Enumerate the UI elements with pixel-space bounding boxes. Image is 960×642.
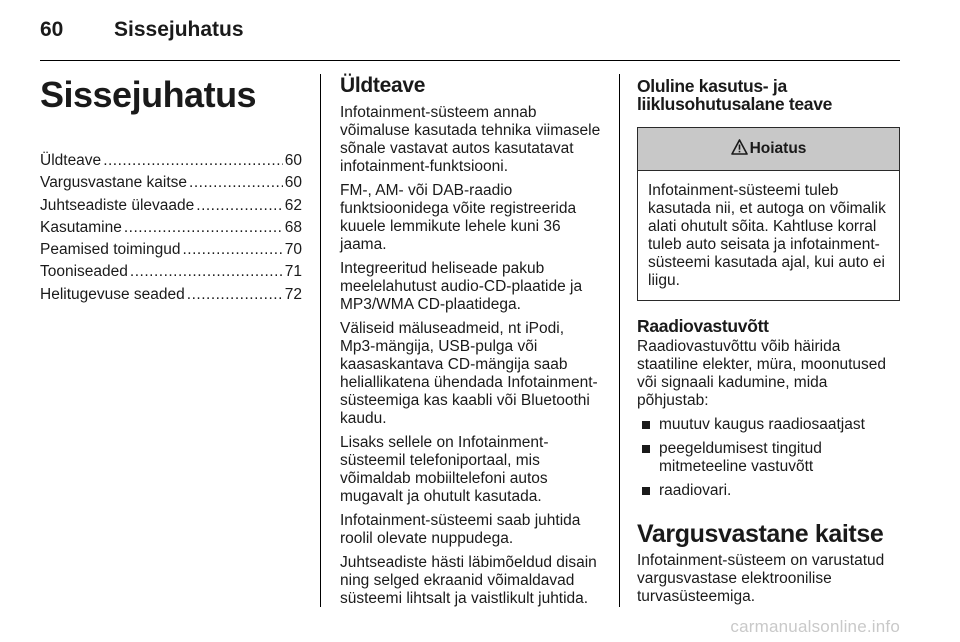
toc-leader [103, 150, 283, 172]
toc-label: Üldteave [40, 152, 102, 169]
column-divider [320, 74, 321, 607]
toc-page: 72 [284, 285, 302, 303]
bullet-list [637, 416, 900, 500]
toc-label: Juhtseadiste ülevaade [40, 196, 195, 214]
toc-page: 60 [284, 152, 302, 169]
toc-label: Tooniseaded [40, 263, 128, 281]
table-of-contents [40, 150, 302, 306]
list-item [637, 482, 900, 500]
list-item-text: raadiovari. [659, 482, 732, 499]
toc-label: Peamised toimingud [40, 241, 181, 259]
paragraph: Infotainment-süsteem on varustatud vargusvastase elektroonilise turvasüsteemiga. [637, 552, 885, 605]
toc-label: Helitugevuse seaded [40, 285, 185, 303]
chapter-title: Sissejuhatus [40, 74, 257, 115]
paragraph: FM-, AM- või DAB-raadio funktsioonidega võite registreerida kuuele lemmikute lehele kuni 36 jaama. [340, 182, 577, 253]
toc-leader [189, 172, 283, 194]
page-number: 60 [40, 18, 64, 41]
paragraph: Lisaks sellele on Infotainment-süsteemil telefoniportaal, mis võimaldab mobiiltelefoni autos mugavalt ja ohutult kasutada. [340, 434, 549, 505]
section-heading: Vargusvastane kaitse [637, 520, 884, 548]
section-heading: Raadiovastuvõtt [637, 316, 769, 336]
toc-leader [182, 239, 282, 261]
toc-entry[interactable] [40, 239, 302, 261]
paragraph: Infotainment-süsteemi saab juhtida roolil olevate nuppudega. [340, 512, 581, 547]
list-item [637, 440, 900, 476]
header-rule [40, 60, 900, 61]
toc-page: 71 [284, 263, 302, 281]
list-item-text: muutuv kaugus raadiosaatjast [659, 416, 865, 433]
heading-line: liiklusohutusalane teave [637, 94, 833, 114]
toc-page: 70 [284, 241, 302, 259]
list-item-text: peegeldumisest tingitud mitmeteeline vastuvõtt [659, 440, 822, 475]
paragraph: Infotainment-süsteem annab võimaluse kasutada tehnika viimasele sõnale vastavat autos kasutatavat infotainment-funktsiooni. [340, 104, 601, 175]
running-title: Sissejuhatus [114, 18, 244, 41]
toc-column [40, 74, 302, 306]
column-divider [619, 74, 620, 607]
general-info-column [340, 74, 603, 608]
paragraph: Väliseid mäluseadmeid, nt iPodi, Mp3-mängija, USB-pulga või kaasaskantava CD-mängija saab heliallikatena ühendada Infotainment-süsteemiga kas kaabli või Bluetoothi kaudu. [340, 320, 598, 427]
warning-header [638, 128, 899, 171]
bullet-square-icon [642, 445, 650, 453]
toc-page: 62 [284, 196, 302, 214]
heading-line: Oluline kasutus- ja [637, 76, 787, 96]
toc-leader [130, 261, 283, 283]
toc-leader [196, 195, 282, 217]
warning-box [637, 127, 900, 301]
warning-triangle-icon [731, 139, 748, 160]
warning-title: Hoiatus [749, 140, 807, 157]
toc-entry[interactable] [40, 150, 302, 172]
toc-entry[interactable] [40, 261, 302, 283]
section-heading [637, 77, 900, 113]
toc-leader [124, 217, 283, 239]
paragraph: Raadiovastuvõttu võib häirida staatiline elekter, müra, moonutused või signaali kadumine, mida põhjustab: [637, 338, 886, 409]
toc-entry[interactable] [40, 195, 302, 217]
paragraph: Juhtseadiste hästi läbimõeldud disain ning selged ekraanid võimaldavad süsteemi lihtsalt ja vaistlikult juhtida. [340, 554, 597, 607]
bullet-square-icon [642, 487, 650, 495]
safety-column [637, 74, 900, 606]
toc-entry[interactable] [40, 284, 302, 306]
toc-entry[interactable] [40, 172, 302, 194]
toc-page: 68 [284, 218, 302, 236]
toc-leader [187, 284, 283, 306]
toc-entry[interactable] [40, 217, 302, 239]
watermark: carmanualsonline.info [730, 617, 900, 636]
bullet-square-icon [642, 421, 650, 429]
toc-label: Vargusvastane kaitse [40, 174, 188, 192]
section-heading: Üldteave [340, 74, 426, 97]
list-item [637, 416, 900, 434]
toc-label: Kasutamine [40, 218, 122, 236]
toc-page: 60 [284, 174, 302, 192]
paragraph: Integreeritud heliseade pakub meelelahutust audio-CD-plaatide ja MP3/WMA CD-plaatidega. [340, 260, 583, 313]
warning-text: Infotainment-süsteemi tuleb kasutada nii, et autoga on võimalik alati ohutult sõita. Kahtluse korral tuleb auto seisata ja infotainment-süsteemi kasutada ajal, kui auto ei liigu. [648, 182, 886, 289]
